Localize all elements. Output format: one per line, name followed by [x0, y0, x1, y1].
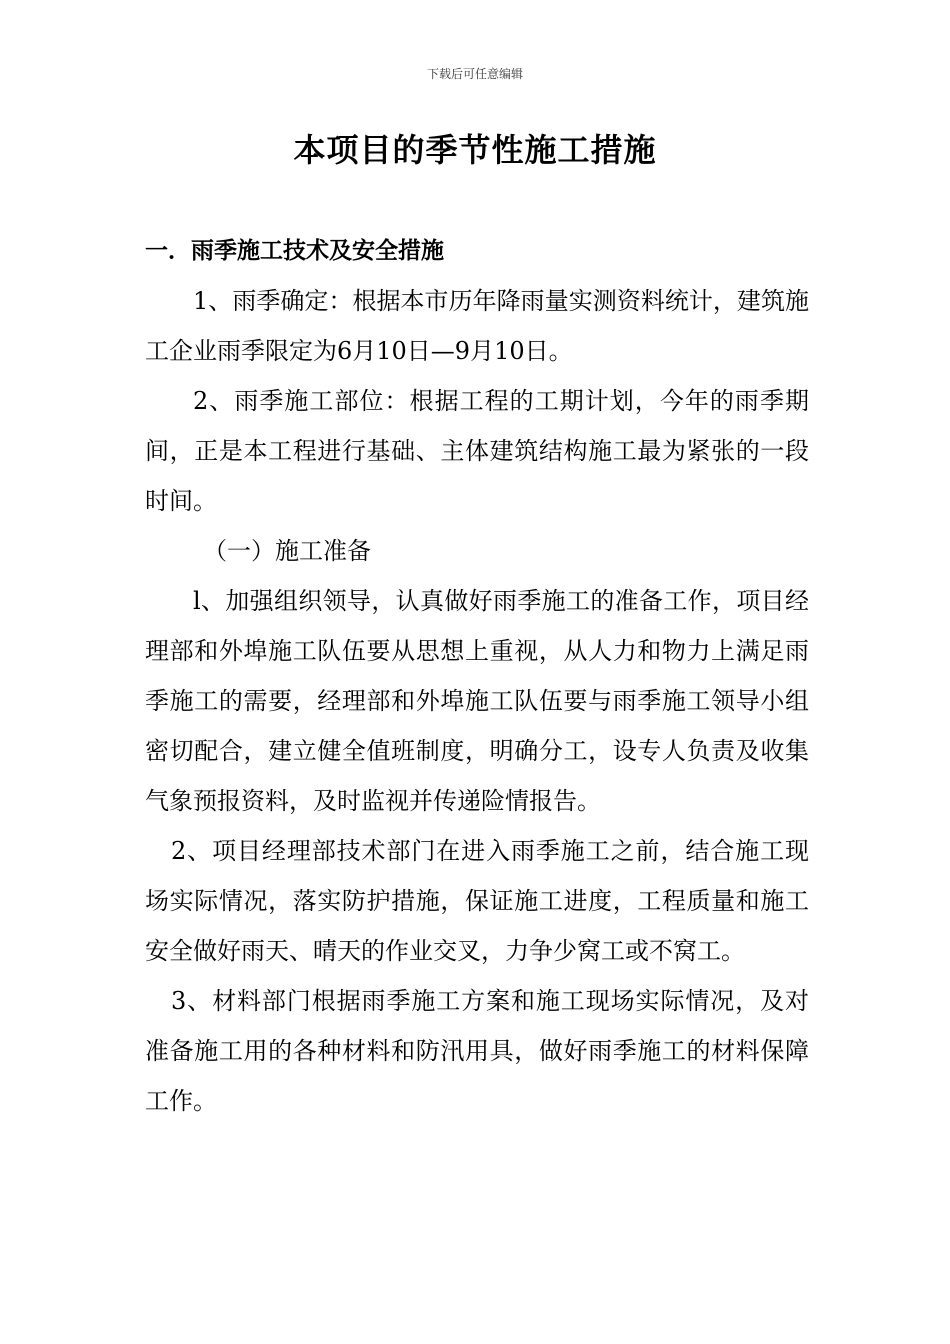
list-item: 3、材料部门根据雨季施工方案和施工现场实际情况，及对准备施工用的各种材料和防汛用具，做好雨季施工的材料保障工作。: [145, 987, 809, 1115]
paragraph-rainy-season-dates: 1、雨季确定：根据本市历年降雨量实测资料统计，建筑施工企业雨季限定为6月10日—9月10日。: [145, 287, 809, 365]
paragraph-rainy-season-works: 2、雨季施工部位：根据工程的工期计划，今年的雨季期间，正是本工程进行基础、主体建筑结构施工最为紧张的一段时间。: [145, 387, 809, 515]
list-item: 2、项目经理部技术部门在进入雨季施工之前，结合施工现场实际情况，落实防护措施，保证施工进度，工程质量和施工安全做好雨天、晴天的作业交叉，力争少窝工或不窝工。: [145, 837, 809, 965]
section-heading: 一．雨季施工技术及安全措施: [145, 238, 444, 264]
header-note: 下载后可任意编辑: [426, 67, 523, 81]
subheading-preparation: （一）施工准备: [203, 537, 371, 565]
document-body: [145, 226, 809, 1126]
list-item: l、加强组织领导，认真做好雨季施工的准备工作，项目经理部和外埠施工队伍要从思想上重视，从人力和物力上满足雨季施工的需要，经理部和外埠施工队伍要与雨季施工领导小组密切配合，建立健全值班制度，明确分工，设专人负责及收集气象预报资料，及时监视并传递险情报告。: [145, 587, 809, 815]
document-title: 本项目的季节性施工措施: [293, 131, 657, 169]
